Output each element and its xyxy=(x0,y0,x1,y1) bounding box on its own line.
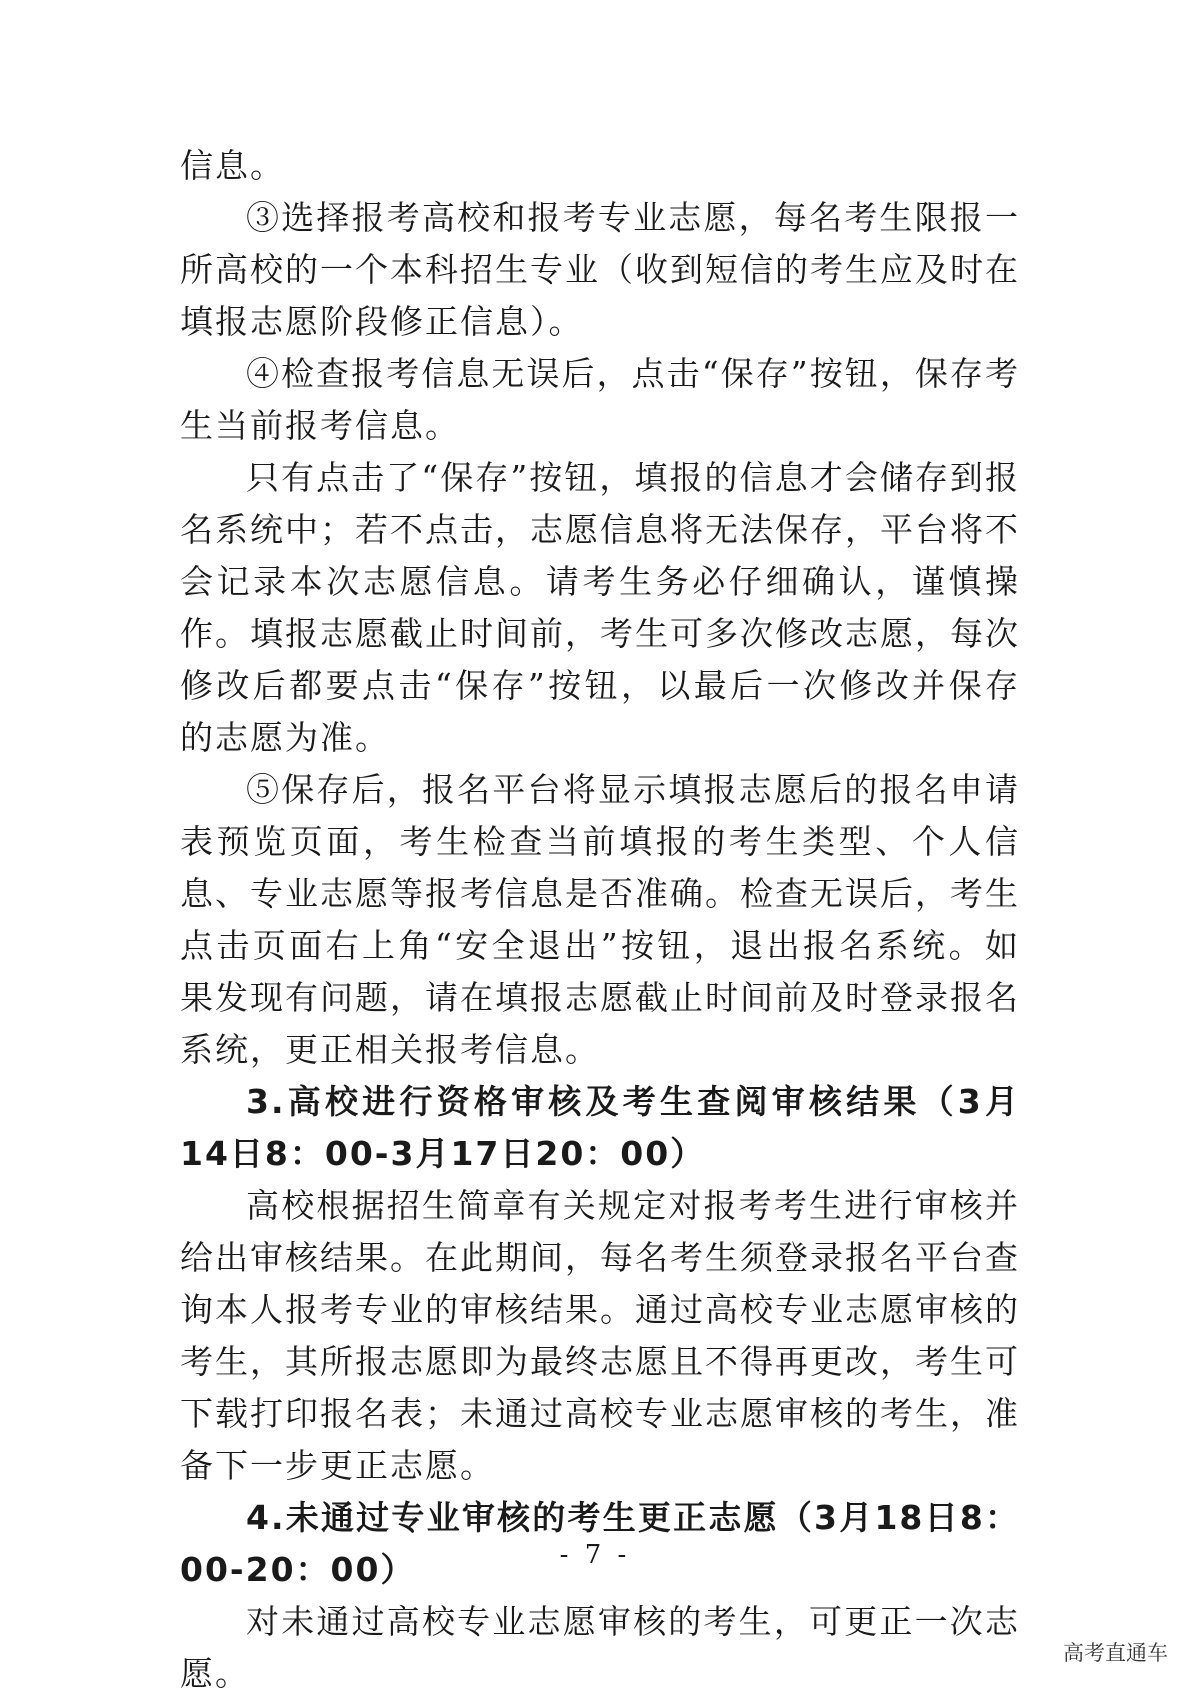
page-number: - 7 - xyxy=(559,1540,631,1570)
watermark: 高考直通车 xyxy=(1063,1641,1168,1665)
paragraph: ⑤保存后，报名平台将显示填报志愿后的报名申请表预览页面，考生检查当前填报的考生类型、个人信息、专业志愿等报考信息是否准确。检查无误后，考生点击页面右上角“安全退出”按钮，退出报名系统。如果发现有问题，请在填报志愿截止时间前及时登录报名系统，更正相关报考信息。 xyxy=(180,770,1020,1069)
paragraph: 对未通过高校专业志愿审核的考生，可更正一次志愿。 xyxy=(180,1602,1020,1693)
paragraph: ③选择报考高校和报考专业志愿，每名考生限报一所高校的一个本科招生专业（收到短信的考生应及时在填报志愿阶段修正信息）。 xyxy=(180,198,1020,341)
section-heading: 3.高校进行资格审核及考生查阅审核结果（3月14日8：00-3月17日20：00） xyxy=(180,1082,1020,1173)
section-heading: 4.未通过专业审核的考生更正志愿（3月18日8：00-20：00） xyxy=(180,1498,1020,1589)
paragraph: ④检查报考信息无误后，点击“保存”按钮，保存考生当前报考信息。 xyxy=(180,354,1020,445)
document-body xyxy=(180,140,1020,1700)
paragraph: 只有点击了“保存”按钮，填报的信息才会储存到报名系统中；若不点击，志愿信息将无法保存，平台将不会记录本次志愿信息。请考生务必仔细确认，谨慎操作。填报志愿截止时间前，考生可多次修改志愿，每次修改后都要点击“保存”按钮，以最后一次修改并保存的志愿为准。 xyxy=(180,458,1020,757)
paragraph: 高校根据招生简章有关规定对报考考生进行审核并给出审核结果。在此期间，每名考生须登录报名平台查询本人报考专业的审核结果。通过高校专业志愿审核的考生，其所报志愿即为最终志愿且不得再更改，考生可下载打印报名表；未通过高校专业志愿审核的考生，准备下一步更正志愿。 xyxy=(180,1186,1020,1485)
paragraph: 信息。 xyxy=(180,146,285,185)
